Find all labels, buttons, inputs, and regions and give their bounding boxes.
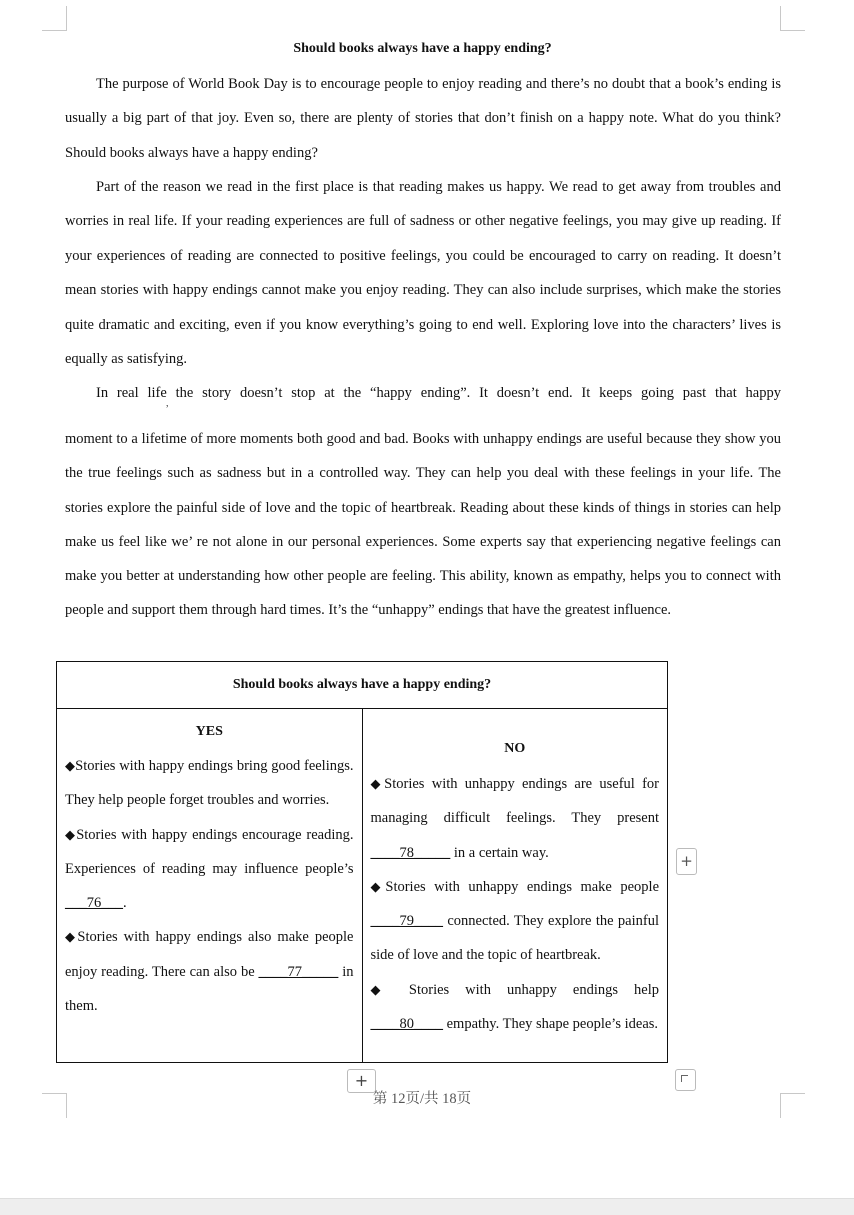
- no-item-1: ◆Stories with unhappy endings are useful for managing difficult feelings. They present ____78_____ in a certain way.: [370, 776, 659, 861]
- summary-table: [56, 661, 668, 1063]
- yes-item-3: ◆Stories with happy endings also make people enjoy reading. There can also be ____77_____ in them.: [65, 929, 354, 1015]
- diamond-bullet-icon: ◆: [370, 878, 386, 894]
- yes-heading: YES: [195, 724, 223, 739]
- add-row-button[interactable]: +: [347, 1069, 376, 1093]
- blank-78: ____78_____: [370, 844, 451, 861]
- add-column-button[interactable]: +: [676, 848, 697, 875]
- diamond-bullet-icon: ◆: [370, 981, 393, 997]
- paragraph-2: [65, 170, 781, 376]
- paragraph-3-body: moment to a lifetime of more moments both good and bad. Books with unhappy endings are useful because they show you the true feelings such as sadness but in a controlled way. They can help you deal with these feelings in your life. The stories explore the painful side of love and the topic of heartbreak. Reading about these kinds of things in stories can help make us feel like we’ re not alone in our personal experiences. Some experts say that experiencing negative feelings can make you better at understanding how other people are feeling. This ability, known as empathy, helps you to connect with people and support them through hard times. It’s the “unhappy” endings that have the greatest influence.: [65, 431, 781, 619]
- paragraph-3-first-line: [65, 376, 781, 410]
- no-column-cell[interactable]: [362, 709, 668, 1063]
- margin-corner-top-left: [42, 6, 67, 31]
- paragraph-3-line1-text: In real life the story doesn’t stop at the “happy ending”. It doesn’t end. It keeps going past that happy: [96, 385, 781, 401]
- margin-corner-bottom-right: [780, 1093, 805, 1118]
- paragraph-2-text: Part of the reason we read in the first place is that reading makes us happy. We read to get away from troubles and worries in real life. If your reading experiences are full of sadness or other negative feelings, you may give up reading. If your experiences of reading are connected to positive feelings, you could be encouraged to carry on reading. It doesn’t mean stories with happy endings cannot make you enjoy reading. They can also include surprises, which make the stories quite dramatic and exciting, even if you know everything’s going to end well. Exploring love into the characters’ lives is equally as satisfying.: [65, 179, 781, 368]
- inserted-comma-mark: ,: [166, 398, 169, 409]
- no-heading: NO: [504, 741, 526, 756]
- blank-80: ____80____: [370, 1016, 443, 1033]
- table-resize-handle[interactable]: [675, 1069, 696, 1091]
- article-title: Should books always have a happy ending?: [293, 41, 552, 56]
- diamond-bullet-icon: ◆: [370, 776, 385, 791]
- blank-76: ___76___: [65, 895, 123, 912]
- yes-column-cell[interactable]: [57, 709, 363, 1063]
- yes-item-2: ◆Stories with happy endings encourage reading. Experiences of reading may influence people’s ___76___.: [65, 826, 354, 912]
- resize-corner-icon: [681, 1075, 688, 1082]
- paragraph-1-text: The purpose of World Book Day is to encourage people to enjoy reading and there’s no doubt that a book’s ending is usually a big part of that joy. Even so, there are plenty of stories that don’t finish on a happy note. What do you think? Should books always have a happy ending?: [65, 76, 781, 161]
- page-number-footer: 第 12页/共 18页: [372, 1091, 472, 1107]
- no-item-3: ◆ Stories with unhappy endings help ____80____ empathy. They shape people’s ideas.: [370, 981, 659, 1033]
- margin-corner-top-right: [780, 6, 805, 31]
- page-gap-bar: [0, 1198, 854, 1215]
- blank-77: ____77_____: [258, 963, 339, 980]
- diamond-bullet-icon: ◆: [65, 758, 76, 773]
- diamond-bullet-icon: ◆: [65, 929, 78, 945]
- paragraph-1: [65, 67, 781, 170]
- diamond-bullet-icon: ◆: [65, 826, 77, 842]
- no-item-2: ◆Stories with unhappy endings make people ____79____ connected. They explore the painful side of love and the topic of heartbreak.: [370, 878, 659, 964]
- margin-corner-bottom-left: [42, 1093, 67, 1118]
- yes-item-1: ◆Stories with happy endings bring good feelings. They help people forget troubles and worries.: [65, 758, 354, 809]
- blank-79: ____79____: [370, 913, 443, 930]
- table-title[interactable]: Should books always have a happy ending?: [57, 662, 668, 709]
